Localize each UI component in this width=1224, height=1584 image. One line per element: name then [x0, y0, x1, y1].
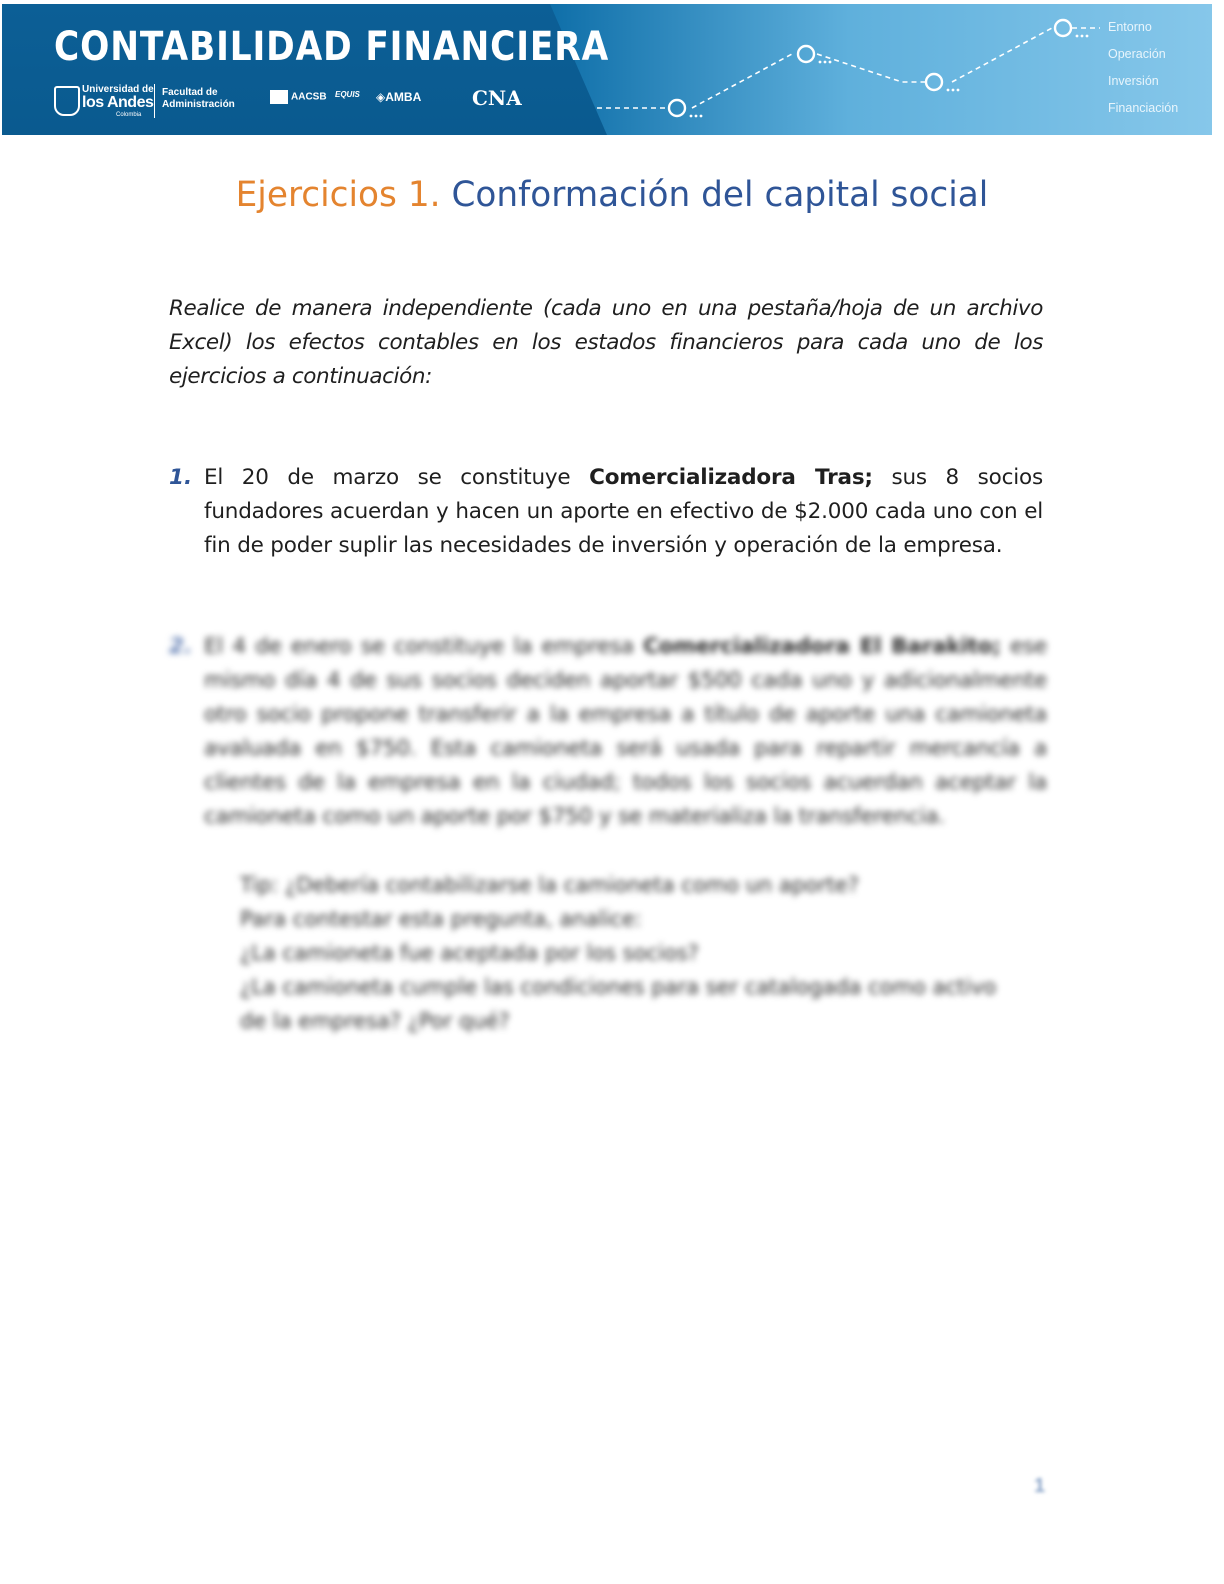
- tip-line: de la empresa? ¿Por qué?: [240, 1009, 510, 1033]
- menu-item-financiacion: Financiación: [1108, 101, 1179, 115]
- menu-item-inversion: Inversión: [1108, 74, 1159, 88]
- course-title: CONTABILIDAD FINANCIERA: [54, 24, 610, 70]
- amba-logo: ◈AMBA: [376, 90, 422, 104]
- tip-block-blurred: [240, 868, 1046, 1038]
- university-name-line2: los Andes: [82, 94, 154, 111]
- company-name: Comercializadora Tras;: [589, 465, 873, 490]
- faculty-line2: Administración: [162, 99, 235, 110]
- aacsb-logo: AACSB: [270, 90, 327, 104]
- menu-item-operacion: Operación: [1108, 47, 1166, 61]
- cna-logo: CNA: [472, 86, 522, 110]
- page-title-main: Conformación del capital social: [451, 175, 989, 215]
- exercise-text: El 20 de marzo se constituye Comercializadora Tras; sus 8 socios fundadores acuerdan y hacen un aporte en efectivo de $2.000 cada uno con el fin de poder suplir las necesidades de inversión y operación de la empresa.: [204, 465, 1043, 558]
- page-number: 1: [1034, 1475, 1046, 1497]
- exercise-item-blurred: [169, 630, 1047, 834]
- page-title: [12, 175, 1212, 215]
- header-banner: [2, 4, 1212, 135]
- tip-line: ¿La camioneta fue aceptada por los socios?: [240, 941, 699, 965]
- logo-divider: [154, 84, 155, 118]
- tip-line: Para contestar esta pregunta, analice:: [240, 907, 642, 931]
- university-shield-icon: [54, 86, 80, 116]
- university-name-line1: Universidad de: [82, 84, 154, 95]
- instructions-paragraph: Realice de manera independiente (cada uno en una pestaña/hoja de un archivo Excel) los efectos contables en los estados financieros para cada uno de los ejercicios a continuación:: [169, 296, 1043, 389]
- menu-item-entorno: Entorno: [1108, 20, 1152, 34]
- tip-line: Tip: ¿Debería contabilizarse la camioneta como un aporte?: [240, 873, 859, 897]
- equis-logo: EQUIS: [335, 90, 360, 99]
- exercise-number: 2.: [169, 634, 193, 659]
- exercise-text: El 4 de enero se constituye la empresa Comercializadora El Barakito; ese mismo día 4 de sus socios deciden aportar $500 cada uno y adicionalmente otro socio propone transferir a la empresa a título de aporte una camioneta avaluada en $750. Esta camioneta será usada para repartir mercancía a clientes de la empresa en la ciudad; todos los socios acuerdan aceptar la camioneta como un aporte por $750 y se materializa la transferencia.: [204, 634, 1047, 829]
- university-country: Colombia: [116, 112, 142, 118]
- exercise-number: 1.: [169, 465, 193, 490]
- page-title-prefix: Ejercicios 1.: [235, 175, 441, 215]
- faculty-line1: Facultad de: [162, 87, 218, 98]
- amba-diamond-icon: ◈: [376, 90, 386, 104]
- tip-line: ¿La camioneta cumple las condiciones para ser catalogada como activo: [240, 975, 997, 999]
- company-name: Comercializadora El Barakito;: [643, 634, 1001, 659]
- aacsb-mark-icon: [270, 90, 288, 104]
- exercise-item: [169, 461, 1043, 563]
